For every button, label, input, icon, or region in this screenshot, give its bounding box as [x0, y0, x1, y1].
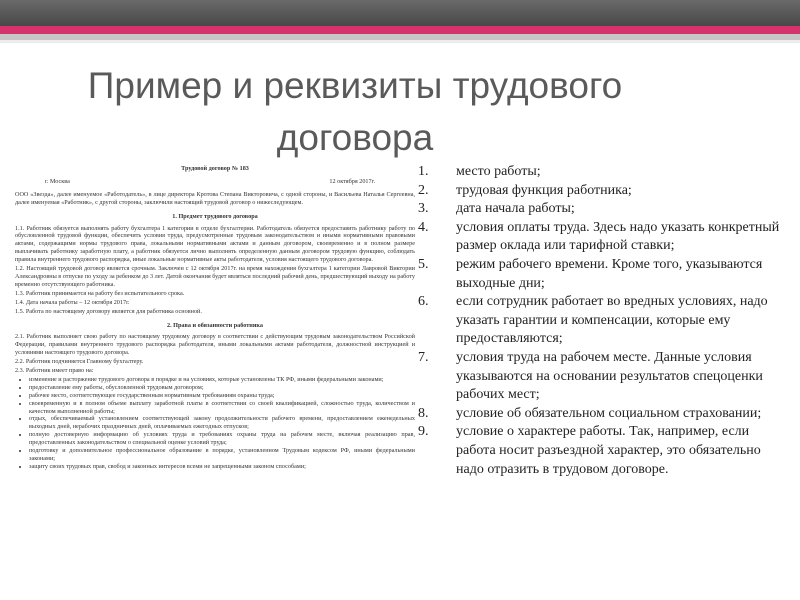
contract-bullet: • рабочее место, соответствующее государственным нормативным требованиям охраны труда; [29, 392, 415, 400]
contract-clause: 1.5. Работа по настоящему договору является для работника основной. [15, 307, 202, 315]
list-text: условия труда на рабочем месте. Данные условия указываются на основании результатов спецоценки рабочих мест; [456, 349, 763, 403]
list-item [418, 200, 790, 219]
list-text: условие об обязательном социальном страховании; [456, 405, 762, 421]
contract-bullet: • предоставление ему работы, обусловленной трудовым договором; [29, 384, 415, 392]
list-number: 4. [418, 219, 429, 235]
contract-bullet: • своевременную и в полном объеме выплату заработной платы в соответствии со своей квалификацией, сложностью труда, количеством и качеством выполненной работы; [29, 400, 415, 416]
accent-stripe [0, 26, 800, 34]
contract-intro: ООО «Звезда», далее именуемое «Работодатель», в лице директора Кротова Степана Викторовича, с одной стороны, и Васильева Наталья Сергеевна, далее именуемая «Работник», с другой стороны, заключили настоящий трудовой договор о нижеследующем. [15, 190, 415, 206]
list-item [418, 293, 790, 349]
top-band [0, 0, 800, 26]
list-text: место работы; [456, 164, 541, 179]
list-item [418, 219, 790, 256]
contract-clause: 1.1. Работник обязуется выполнять работу бухгалтера 1 категории в отделе бухгалтерии. Работодатель обязуется предоставить работнику работу по обусловленной трудовой функции, обеспечить условия труда, предусмотренные трудовым законодательством и иными нормативными правовыми актами, содержащими нормы трудового права, локальными нормативными актами и данным договором, своевременно и в полном размере выплачивать работнику заработную плату, а работник обязуется лично выполнять определенную данным договором трудовую функцию, соблюдать правила внутреннего трудового распорядка, иные локальные нормативные акты работодателя, условия настоящего трудового договора. [15, 224, 415, 264]
contract-section-1: 1. Предмет трудового договора [172, 212, 258, 220]
contract-bullet: • подготовку и дополнительное профессиональное образование в порядке, установленном Трудовым кодексом РФ, иными федеральными законами; [29, 447, 415, 463]
divider-stripe-light [0, 40, 800, 43]
contract-clause: 2.2. Работник подчиняется Главному бухгалтеру. [15, 358, 144, 366]
list-item [418, 423, 790, 479]
list-item [418, 256, 790, 293]
list-text: дата начала работы; [456, 201, 575, 217]
contract-clause: 1.4. Дата начала работы – 12 октября 2017г. [15, 298, 130, 306]
contract-place-date [15, 178, 415, 186]
list-number: 3. [418, 201, 429, 217]
list-number: 1. [418, 164, 429, 179]
contract-heading: Трудовой договор № 183 [181, 165, 249, 172]
list-text: режим рабочего времени. Кроме того, указываются выходные дни; [456, 256, 763, 291]
list-number: 5. [418, 256, 429, 272]
slide-title: Пример и реквизиты трудового договора [87, 65, 623, 158]
list-number: 7. [418, 349, 429, 365]
list-text: если сотрудник работает во вредных условиях, надо указать гарантии и компенсации, которые ему предоставляются; [456, 294, 768, 347]
list-number: 2. [418, 182, 429, 198]
list-item [418, 182, 790, 201]
list-number: 9. [418, 424, 429, 440]
list-number: 6. [418, 294, 429, 310]
contract-clause: 2.1. Работник выполняет свою работу по настоящему трудовому договору в соответствии с действующим трудовым законодательством Российской Федерации, правилами внутреннего трудового распорядка работодателя, иными локальными актами работодателя, должностной инструкцией и условиями настоящего трудового договора. [15, 333, 415, 357]
list-item [418, 163, 790, 182]
contract-bullet: • защиту своих трудовых прав, свобод и законных интересов всеми не запрещенными законом способами; [29, 463, 415, 471]
contract-section-2: 2. Права и обязанности работника [166, 321, 263, 329]
contract-bullet: • полную достоверную информацию об условиях труда и требованиях охраны труда на рабочем месте, включая реализацию прав, предоставленных законодательством о специальной оценке условий труда; [29, 431, 415, 447]
contract-clause: 2.3. Работник имеет право на: [15, 367, 94, 375]
contract-rights-list [15, 376, 415, 471]
list-number: 8. [418, 405, 429, 421]
list-item [418, 349, 790, 405]
contract-clause: 1.2. Настоящий трудовой договор является срочным. Заключен с 12 октября 2017г. на время нахождения бухгалтера 1 категории Лавровой Виктории Александровны в отпуске по уходу за ребенком до 3 лет. Датой окончания будет являться последний рабочий день, предшествующий выходу на работу временно отсутствующего работника. [15, 265, 415, 288]
list-text: условия оплаты труда. Здесь надо указать конкретный размер оклада или тарифной ставки; [456, 219, 780, 254]
list-text: условие о характере работы. Так, например, если работа носит разъездной характер, это обязательно надо отразить в трудовом договоре. [456, 424, 761, 477]
list-text: трудовая функция работника; [456, 182, 632, 198]
contract-bullet: • изменение и расторжение трудового договора в порядке и на условиях, которые установлены ТК РФ, иными федеральными законами; [29, 376, 415, 384]
contract-image [15, 165, 415, 585]
contract-date: 12 октября 2017г. [329, 177, 375, 185]
requisites-list [418, 163, 790, 479]
list-item [418, 405, 790, 424]
contract-clause: 1.3. Работник принимается на работу без испытательного срока. [15, 289, 185, 297]
contract-bullet: • отдых, обеспечиваемый установлением соответствующей закону продолжительности рабочего времени, предоставлением еженедельных выходных дней, нерабочих праздничных дней, оплачиваемых ежегодных отпусков; [29, 415, 415, 431]
contract-city: г. Москва [45, 177, 70, 185]
